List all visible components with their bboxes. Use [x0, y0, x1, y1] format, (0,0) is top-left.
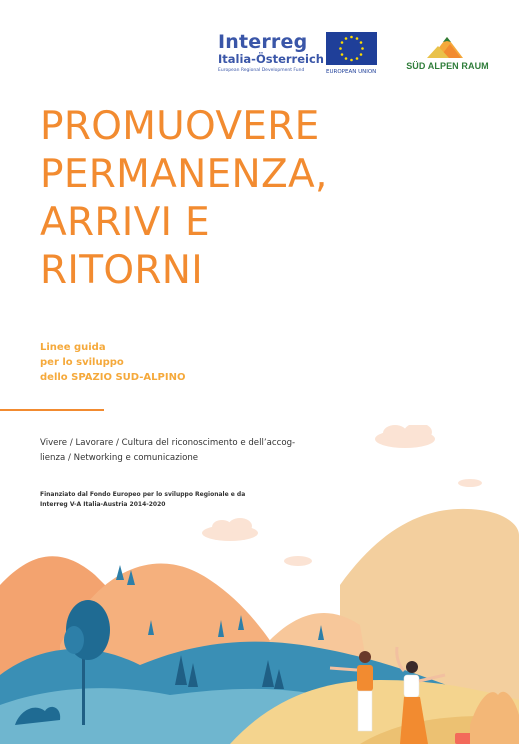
mountain-logo-icon [400, 34, 495, 60]
title-line-3: ARRIVI E [40, 200, 210, 245]
funding-line-1: Finanziato dal Fondo Europeo per lo sviluppo Regionale e da [40, 491, 246, 498]
title-line-4: RITORNI [40, 248, 203, 293]
interreg-region: Italia-Österreich [218, 52, 324, 66]
interreg-wordmark: Interreg [218, 31, 308, 53]
document-subtitle [40, 340, 185, 385]
sud-alpen-raum-label: SÜD ALPEN RAUM [406, 61, 489, 71]
document-title [40, 103, 328, 295]
title-line-1: PROMUOVERE [40, 104, 320, 149]
eu-flag-icon [326, 32, 377, 65]
title-line-2: PERMANENZA, [40, 152, 328, 197]
subtitle-line-1: Linee guida [40, 342, 106, 353]
divider-rule [0, 409, 104, 411]
funding-line-2: Interreg V-A Italia-Austria 2014-2020 [40, 501, 166, 508]
landscape-illustration [0, 425, 519, 744]
subtitle-line-3: dello SPAZIO SUD-ALPINO [40, 372, 186, 383]
sud-alpen-raum-logo [400, 34, 495, 74]
interreg-logo [218, 32, 378, 82]
funding-statement [40, 490, 300, 510]
eu-label: EUROPEAN UNION [326, 69, 377, 75]
interreg-fund-label: European Regional Development Fund [218, 68, 305, 73]
subtitle-line-2: per lo sviluppo [40, 357, 124, 368]
topics-text: Vivere / Lavorare / Cultura del riconoscimento e dell’accog-lienza / Networking e comunicazione [40, 438, 296, 463]
